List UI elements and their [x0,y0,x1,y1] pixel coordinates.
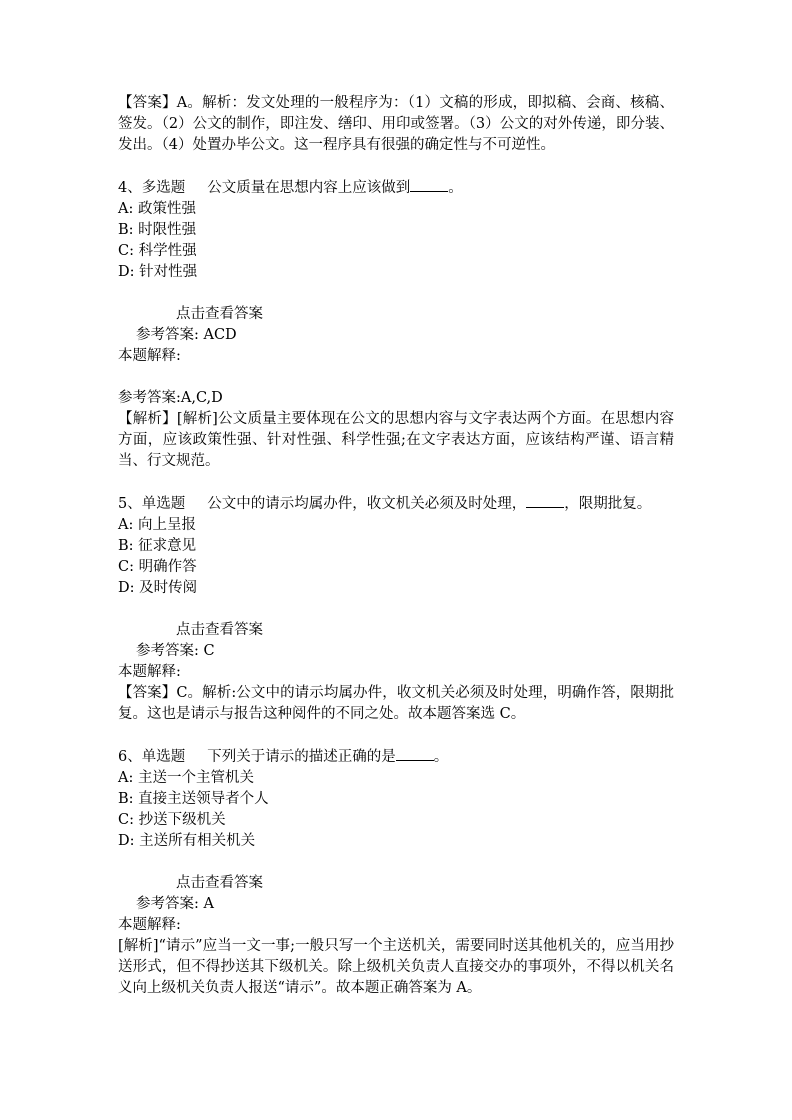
question-4-reference-answer: 参考答案: ACD [136,327,237,343]
question-4-option-a: A: 政策性强 [118,201,196,217]
answer-blank [526,493,564,508]
question-4 [118,177,674,472]
question-5-title [118,493,674,515]
question-6-reference-answer: 参考答案: A [136,896,214,912]
question-6-title [118,746,674,768]
question-6-option-c: C: 抄送下级机关 [118,812,226,828]
answer-blank [396,746,434,761]
question-4-option-c: C: 科学性强 [118,243,197,259]
answer-blank [410,177,448,192]
spacer [118,599,674,620]
question-6-reveal-answer-link[interactable]: 点击查看答案 [176,875,263,891]
question-5-reference-answer: 参考答案: C [136,643,215,659]
spacer [118,367,674,388]
question-4-option-b: B: 时限性强 [118,222,197,238]
question-5-reveal-answer-link[interactable]: 点击查看答案 [176,622,263,638]
question-5-option-a: A: 向上呈报 [118,517,196,533]
question-4-title [118,177,674,199]
question-5-type: 5、单选题 [118,496,186,512]
spacer [118,472,674,493]
question-6 [118,746,674,999]
question-5-option-c: C: 明确作答 [118,559,197,575]
spacer [118,725,674,746]
question-6-stem-end: 。 [433,749,449,765]
question-4-option-d: D: 针对性强 [118,264,198,280]
document-page [118,93,674,999]
prev-question-analysis: 【答案】A。解析：发文处理的一般程序为：（1）文稿的形成，即拟稿、会商、核稿、签发。（2）公文的制作，即注发、缮印、用印或签署。（3）公文的对外传递，即分装、发出。（4）处置办毕公文。这一程序具有很强的确定性与不可逆性。 [118,95,674,153]
question-5-option-b: B: 征求意见 [118,538,197,554]
question-4-reveal-answer-link[interactable]: 点击查看答案 [176,306,263,322]
spacer [118,156,674,177]
question-5 [118,493,674,725]
question-5-explain-label: 本题解释: [118,664,181,680]
question-6-option-d: D: 主送所有相关机关 [118,833,256,849]
question-4-type: 4、多选题 [118,180,186,196]
question-6-stem: 下列关于请示的描述正确的是 [207,749,396,765]
question-6-explain-label: 本题解释: [118,917,181,933]
question-6-option-b: B: 直接主送领导者个人 [118,791,269,807]
question-5-stem-end: ，限期批复。 [564,496,652,512]
question-5-option-d: D: 及时传阅 [118,580,198,596]
spacer [118,852,674,873]
spacer [118,283,674,304]
question-5-stem: 公文中的请示均属办件，收文机关必须及时处理， [207,496,527,512]
question-5-analysis: 【答案】C。解析:公文中的请示均属办件，收文机关必须及时处理，明确作答，限期批复。这也是请示与报告这种阅件的不同之处。故本题答案选 C。 [118,685,674,722]
question-4-stem: 公文质量在思想内容上应该做到 [207,180,411,196]
question-6-analysis: [解析]“请示”应当一文一事;一般只写一个主送机关，需要同时送其他机关的，应当用抄送形式，但不得抄送其下级机关。除上级机关负责人直接交办的事项外，不得以机关名义向上级机关负责人报送“请示”。故本题正确答案为 A。 [118,938,674,996]
question-4-stem-end: 。 [448,180,463,196]
question-6-type: 6、单选题 [118,749,186,765]
question-4-analysis: 【解析】[解析]公文质量主要体现在公文的思想内容与文字表达两个方面。在思想内容方面，应该政策性强、针对性强、科学性强;在文字表达方面，应该结构严谨、语言精当、行文规范。 [118,411,674,469]
question-4-reference-answer-2: 参考答案:A,C,D [118,390,223,406]
question-4-explain-label: 本题解释: [118,348,181,364]
question-6-option-a: A: 主送一个主管机关 [118,770,254,786]
